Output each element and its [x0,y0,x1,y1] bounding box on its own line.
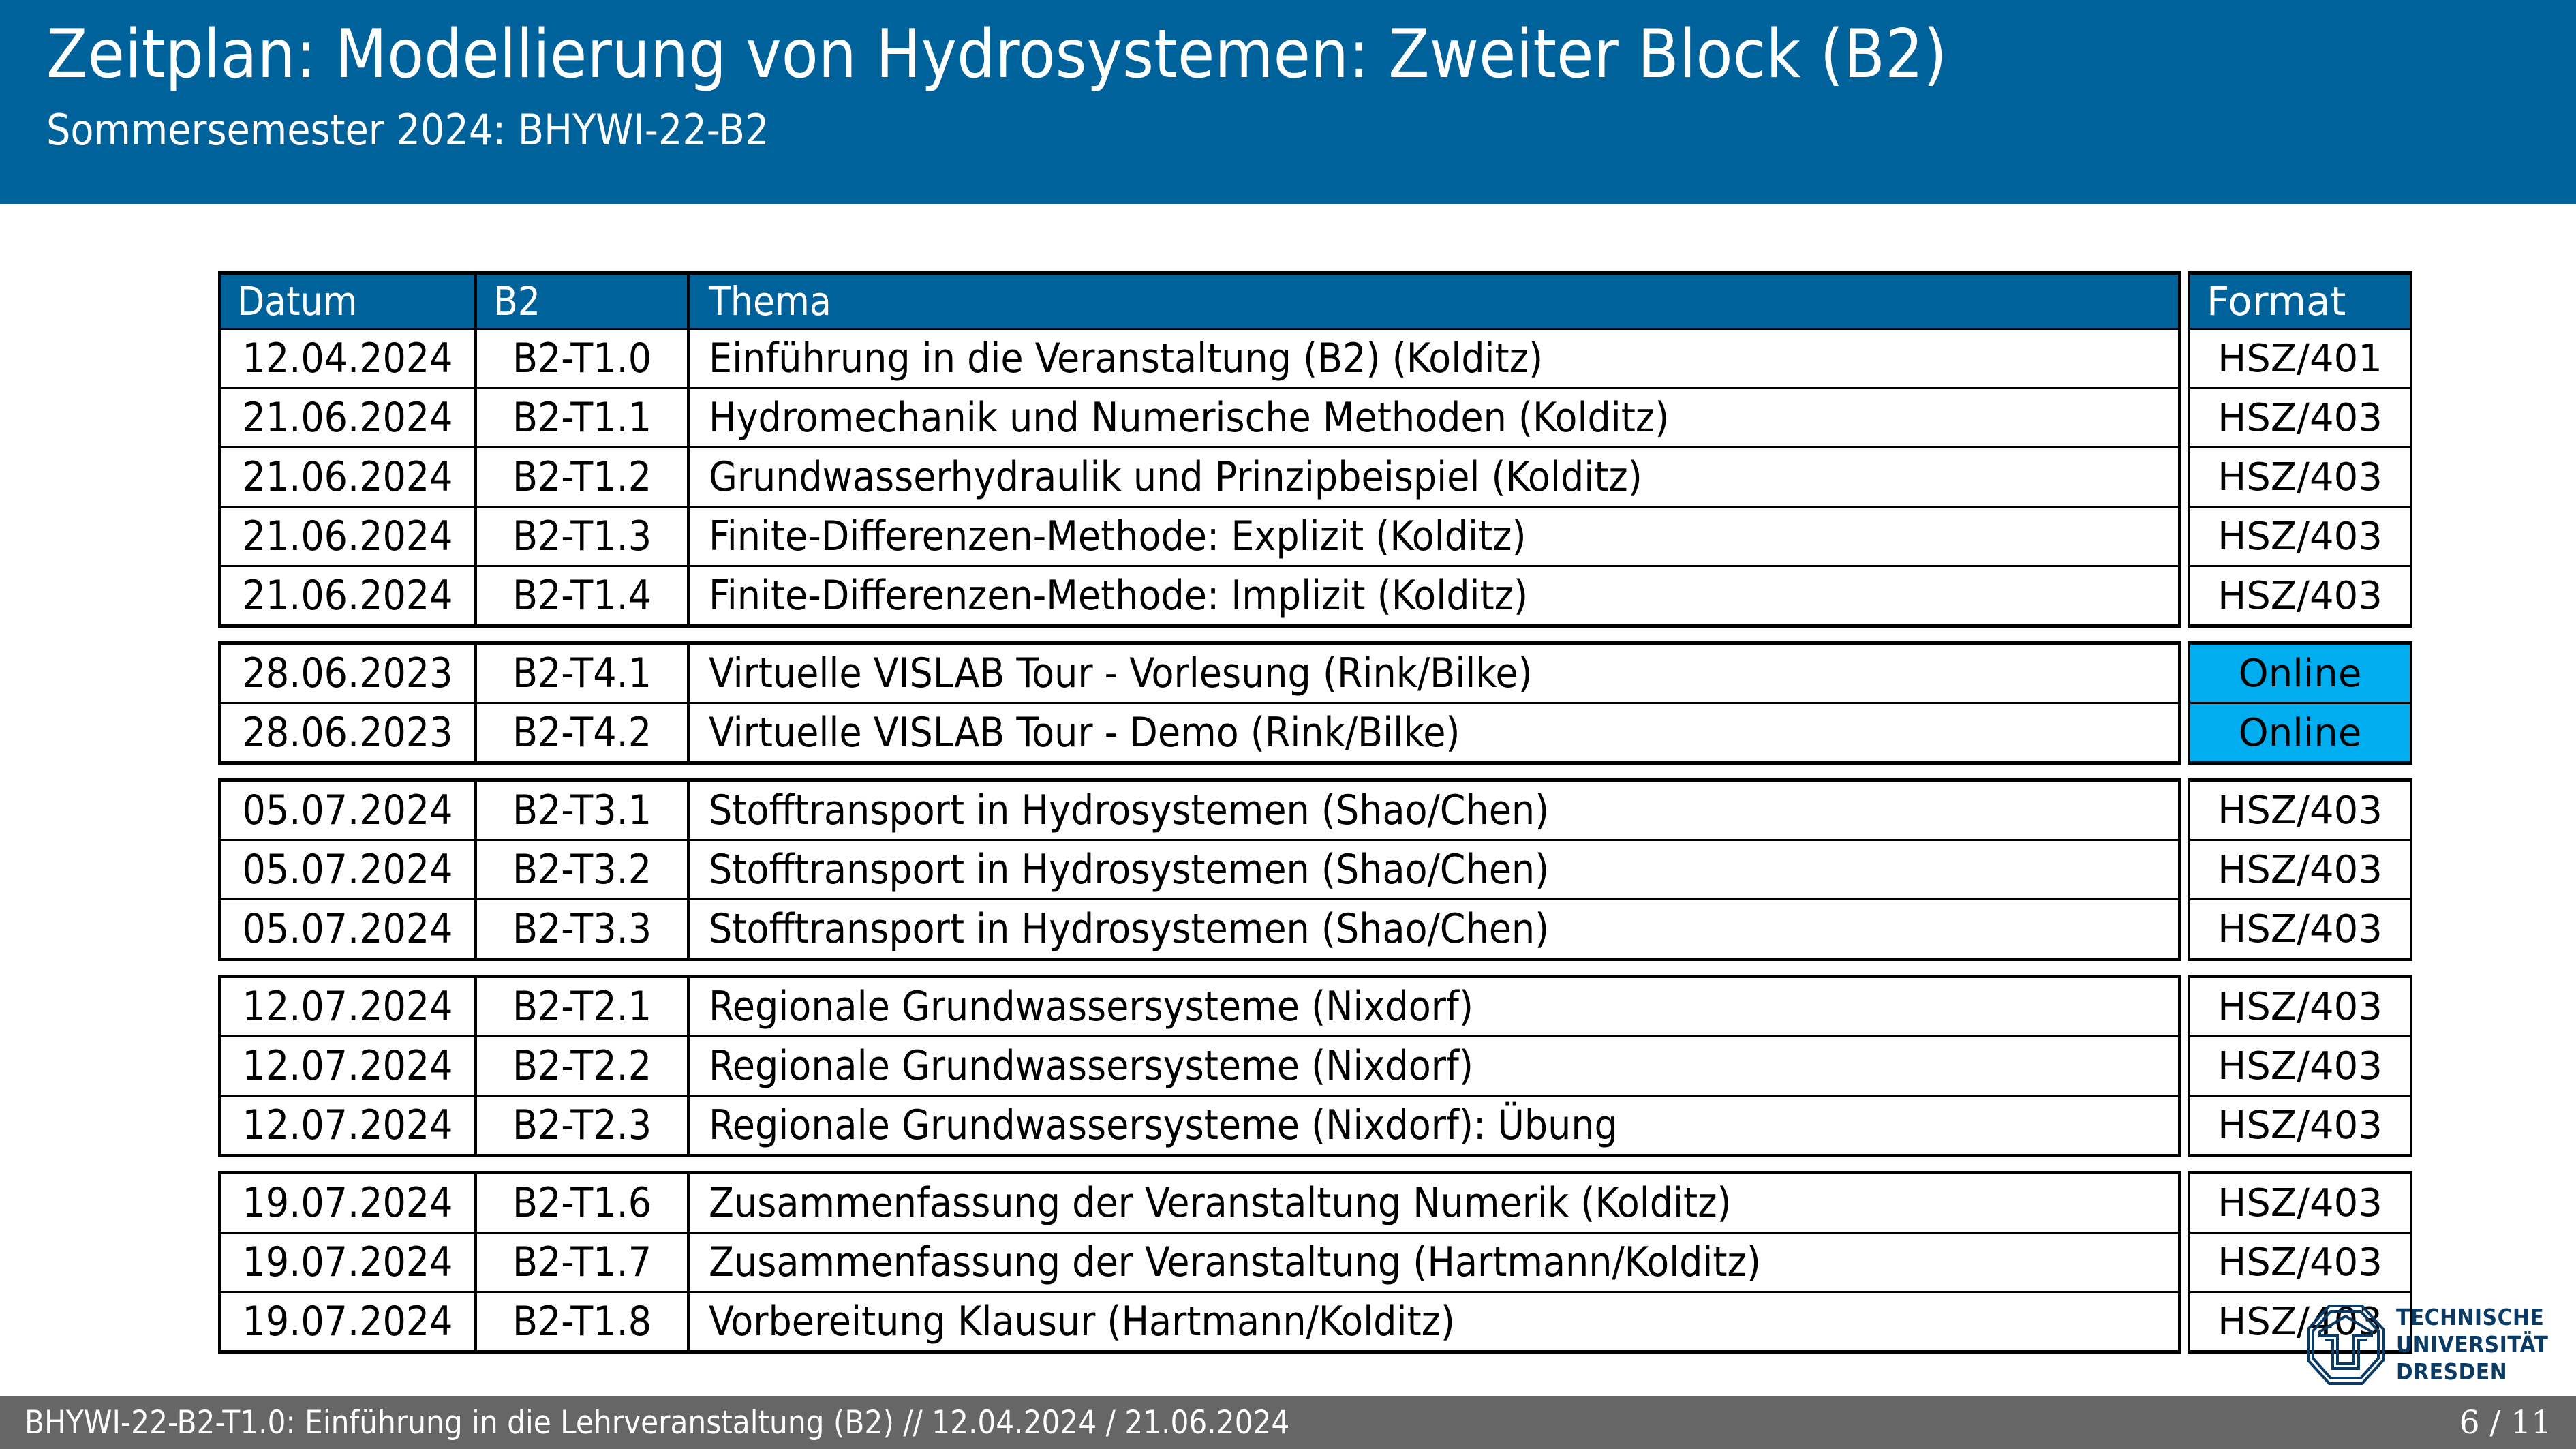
table-row-main [218,506,2181,565]
tu-dresden-wordmark [2396,1304,2549,1386]
table-row-format [2188,839,2412,898]
column-gap [2181,328,2188,387]
column-gap [2181,702,2188,765]
table-row [218,1232,2412,1291]
cell-format: HSZ/403 [2218,455,2382,500]
cell-datum: 21.06.2024 [221,567,477,624]
cell-b2: B2-T1.2 [477,448,690,506]
cell-b2: B2-T2.1 [477,978,690,1035]
table-row-main [218,271,2181,328]
table-row [218,1035,2412,1095]
table-group [218,1171,2412,1354]
table-row-format [2188,1232,2412,1291]
cell-b2: B2-T3.1 [477,782,690,839]
table-row-main [218,641,2181,702]
cell-thema: Hydromechanik und Numerische Methoden (Kolditz) [709,394,1670,442]
cell-thema: Finite-Differenzen-Methode: Explizit (Kolditz) [709,513,1527,560]
table-row [218,506,2412,565]
cell-b2: B2-T2.3 [477,1097,690,1154]
cell-b2: B2-T1.4 [477,567,690,624]
cell-thema: Regionale Grundwassersysteme (Nixdorf) [709,983,1473,1031]
table-group [218,975,2412,1157]
table-row [218,1291,2412,1354]
column-header-format: Format [2190,275,2410,328]
table-header-row [218,271,2412,328]
table-row-main [218,446,2181,506]
cell-datum: 19.07.2024 [221,1234,477,1291]
table-row [218,641,2412,702]
cell-thema: Stofftransport in Hydrosystemen (Shao/Chen) [709,846,1550,894]
table-row [218,975,2412,1035]
footer-page-number: 6 / 11 [2459,1403,2551,1442]
slide-footer [0,1396,2576,1449]
table-row-format [2188,446,2412,506]
column-header-b2: B2 [477,275,690,328]
column-header-thema: Thema [690,275,2178,328]
cell-b2: B2-T1.7 [477,1234,690,1291]
page-title: Zeitplan: Modellierung von Hydrosystemen: Zweiter Block (B2) [46,16,1947,93]
table-row-main [218,898,2181,961]
column-gap [2181,506,2188,565]
column-gap [2181,641,2188,702]
column-gap [2181,446,2188,506]
table-group [218,641,2412,765]
cell-b2: B2-T1.6 [477,1174,690,1232]
cell-thema: Virtuelle VISLAB Tour - Vorlesung (Rink/Bilke) [709,650,1533,697]
cell-thema: Zusammenfassung der Veranstaltung Numerik (Kolditz) [709,1179,1732,1227]
schedule-table [218,271,2412,1354]
cell-b2: B2-T1.8 [477,1293,690,1350]
cell-datum: 12.07.2024 [221,978,477,1035]
cell-datum: 28.06.2023 [221,645,477,702]
table-row [218,898,2412,961]
cell-format: HSZ/403 [2218,1180,2382,1225]
table-row-main [218,1095,2181,1157]
cell-datum: 12.07.2024 [221,1097,477,1154]
table-row-main [218,387,2181,446]
column-header-datum: Datum [221,275,477,328]
table-row [218,839,2412,898]
cell-format: HSZ/403 [2218,1240,2382,1285]
tu-dresden-mark-icon [2306,1304,2385,1386]
cell-datum: 05.07.2024 [221,782,477,839]
table-row [218,702,2412,765]
cell-format: HSZ/403 [2218,514,2382,559]
cell-b2: B2-T3.2 [477,841,690,898]
table-row [218,1171,2412,1232]
table-row [218,778,2412,839]
table-row-format [2188,702,2412,765]
column-gap [2181,839,2188,898]
table-row-main [218,1232,2181,1291]
column-gap [2181,271,2188,328]
cell-format: HSZ/403 [2218,847,2382,892]
table-row [218,328,2412,387]
table-row-format [2188,1171,2412,1232]
cell-format: HSZ/403 [2218,395,2382,440]
cell-format: HSZ/403 [2218,788,2382,833]
cell-datum: 05.07.2024 [221,841,477,898]
cell-datum: 05.07.2024 [221,900,477,958]
cell-thema: Stofftransport in Hydrosystemen (Shao/Chen) [709,905,1550,953]
table-row-main [218,778,2181,839]
column-gap [2181,1232,2188,1291]
cell-thema: Regionale Grundwassersysteme (Nixdorf) [709,1042,1473,1090]
column-gap [2181,778,2188,839]
table-group [218,271,2412,628]
slide-title-bar [0,0,2576,204]
cell-b2: B2-T2.2 [477,1037,690,1095]
cell-thema: Zusammenfassung der Veranstaltung (Hartmann/Kolditz) [709,1238,1761,1286]
cell-datum: 21.06.2024 [221,448,477,506]
table-row-format [2188,1035,2412,1095]
table-row-format [2188,328,2412,387]
cell-format: HSZ/403 [2218,1103,2382,1148]
cell-b2: B2-T4.2 [477,704,690,761]
table-row-main [218,1171,2181,1232]
cell-thema: Virtuelle VISLAB Tour - Demo (Rink/Bilke) [709,709,1460,757]
column-gap [2181,1035,2188,1095]
table-row-main [218,1291,2181,1354]
cell-thema: Finite-Differenzen-Methode: Implizit (Kolditz) [709,572,1529,620]
cell-thema: Vorbereitung Klausur (Hartmann/Kolditz) [709,1298,1455,1345]
cell-datum: 19.07.2024 [221,1293,477,1350]
status-badge-online: Online [2190,645,2410,702]
logo-line-2: UNIVERSITÄT [2396,1330,2549,1358]
cell-b2: B2-T1.0 [477,330,690,387]
cell-format: HSZ/403 [2218,573,2382,618]
table-row [218,446,2412,506]
status-badge-online: Online [2190,704,2410,761]
table-row-main [218,565,2181,628]
cell-thema: Einführung in die Veranstaltung (B2) (Kolditz) [709,335,1544,382]
table-row-format [2188,1095,2412,1157]
cell-format: HSZ/403 [2218,906,2382,951]
column-gap [2181,975,2188,1035]
table-row-main [218,839,2181,898]
table-group [218,778,2412,961]
cell-thema: Stofftransport in Hydrosystemen (Shao/Chen) [709,787,1550,834]
cell-datum: 28.06.2023 [221,704,477,761]
table-row-format [2188,898,2412,961]
logo-line-3: DRESDEN [2396,1358,2508,1386]
cell-format: HSZ/403 [2218,984,2382,1029]
page-subtitle: Sommersemester 2024: BHYWI-22-B2 [46,104,769,155]
cell-thema: Regionale Grundwassersysteme (Nixdorf): Übung [709,1101,1618,1149]
table-row-main [218,702,2181,765]
cell-format: HSZ/403 [2218,1043,2382,1088]
table-row-format [2188,506,2412,565]
table-row-main [218,328,2181,387]
logo-line-1: TECHNISCHE [2396,1303,2545,1330]
cell-b2: B2-T1.1 [477,389,690,446]
column-gap [2181,565,2188,628]
table-row-format [2188,271,2412,328]
cell-b2: B2-T3.3 [477,900,690,958]
table-row-format [2188,778,2412,839]
table-row [218,1095,2412,1157]
cell-b2: B2-T1.3 [477,508,690,565]
table-row-main [218,975,2181,1035]
table-row-format [2188,641,2412,702]
table-row-format [2188,565,2412,628]
column-gap [2181,387,2188,446]
table-row-format [2188,975,2412,1035]
cell-datum: 21.06.2024 [221,508,477,565]
cell-thema: Grundwasserhydraulik und Prinzipbeispiel (Kolditz) [709,453,1642,501]
cell-b2: B2-T4.1 [477,645,690,702]
cell-format: HSZ/401 [2218,336,2382,381]
column-gap [2181,1171,2188,1232]
table-row-format [2188,387,2412,446]
column-gap [2181,1095,2188,1157]
cell-datum: 19.07.2024 [221,1174,477,1232]
cell-datum: 21.06.2024 [221,389,477,446]
cell-datum: 12.04.2024 [221,330,477,387]
table-row [218,387,2412,446]
table-row-main [218,1035,2181,1095]
tu-dresden-logo [2306,1303,2562,1386]
cell-format: HSZ/403 [2218,1299,2382,1344]
cell-datum: 12.07.2024 [221,1037,477,1095]
table-row [218,565,2412,628]
footer-reference: BHYWI-22-B2-T1.0: Einführung in die Lehrveranstaltung (B2) // 12.04.2024 / 21.06.2024 [25,1403,1290,1442]
column-gap [2181,898,2188,961]
column-gap [2181,1291,2188,1354]
